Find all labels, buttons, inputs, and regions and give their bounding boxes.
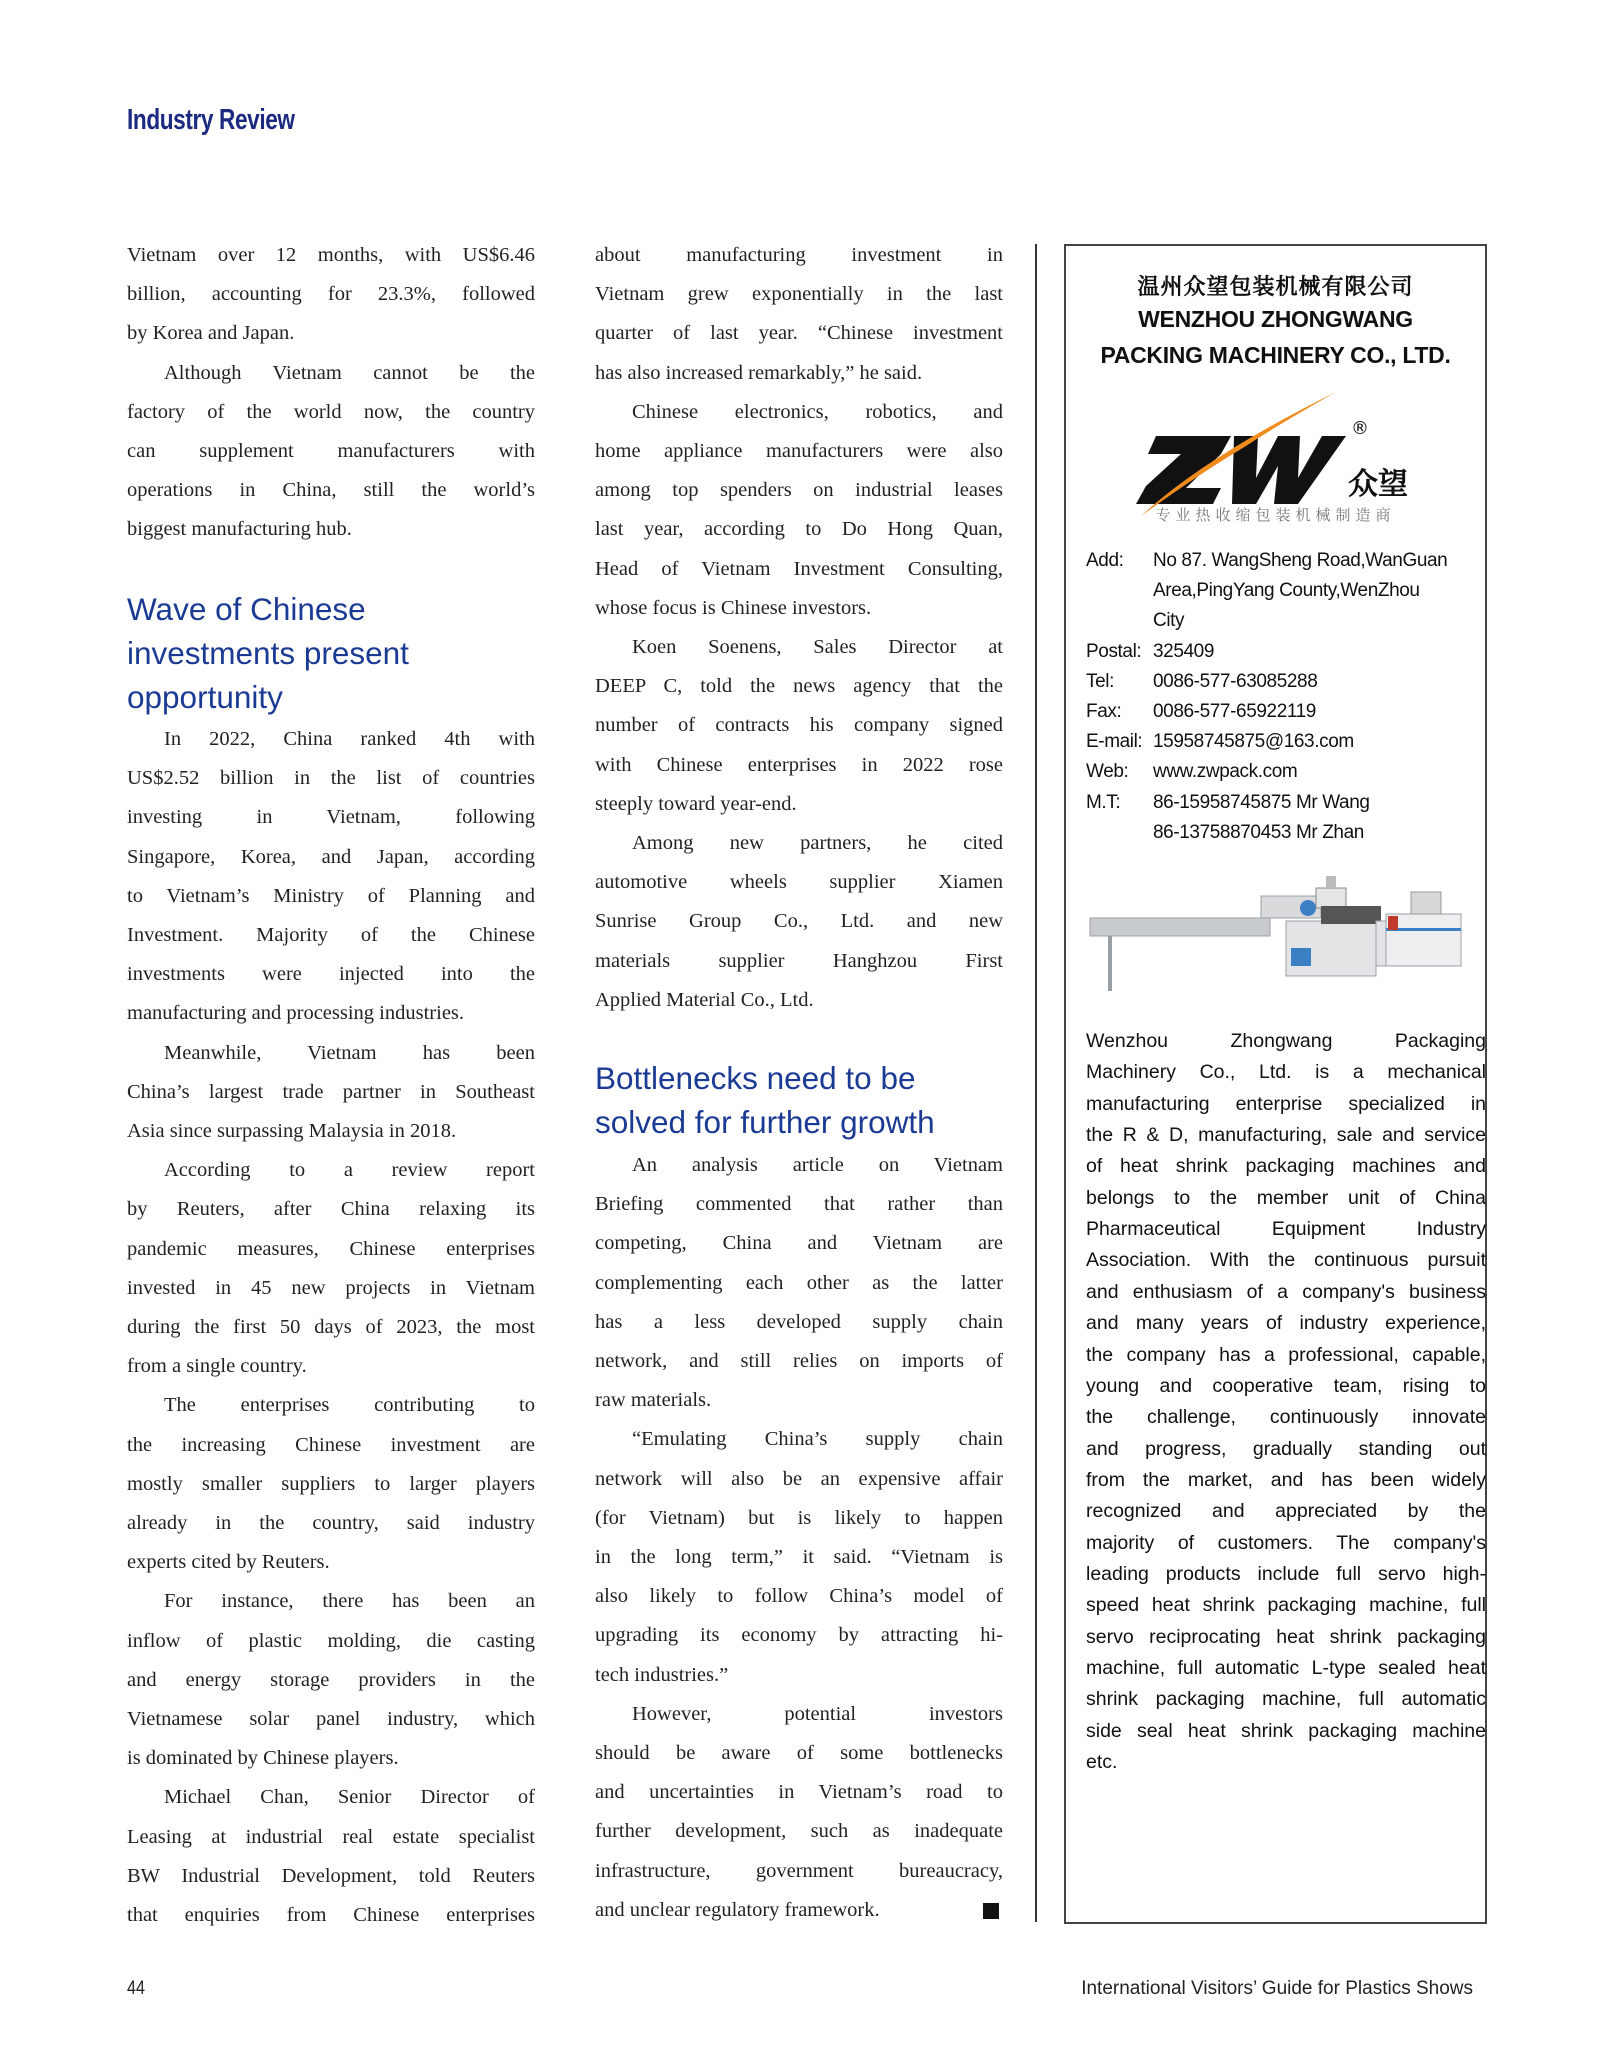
description-line: side seal heat shrink packaging machine: [1086, 1719, 1486, 1742]
contact-value: Area,PingYang County,WenZhou: [1153, 580, 1420, 602]
company-name-chinese: 温州众望包装机械有限公司: [1137, 275, 1414, 300]
text-line: experts cited by Reuters.: [127, 1551, 330, 1574]
article-column-left: [127, 0, 535, 2000]
contact-value: No 87. WangSheng Road,WanGuan: [1153, 550, 1448, 571]
text-line: Investment. Majority of the Chinese: [127, 924, 535, 946]
text-line: steeply toward year-end.: [595, 792, 797, 815]
text-line: home appliance manufacturers were also: [595, 440, 1003, 462]
section-heading-bottlenecks: [595, 1056, 935, 1144]
text-line: operations in China, still the world’s: [127, 479, 535, 502]
text-line: billion, accounting for 23.3%, followed: [127, 283, 535, 306]
text-line: during the first 50 days of 2023, the most: [127, 1316, 535, 1338]
description-line: the R & D, manufacturing, sale and service: [1086, 1124, 1486, 1147]
page-number: 44: [127, 1978, 145, 1999]
company-name-english-line2: PACKING MACHINERY CO., LTD.: [1100, 342, 1451, 368]
text-line: inflow of plastic molding, die casting: [127, 1629, 535, 1652]
text-line: Briefing commented that rather than: [595, 1193, 1003, 1216]
description-line: belongs to the member unit of China: [1086, 1186, 1486, 1209]
text-line: and uncertainties in Vietnam’s road to: [595, 1781, 1003, 1804]
contact-label: E-mail:: [1086, 731, 1143, 753]
text-line: Sunrise Group Co., Ltd. and new: [595, 910, 1003, 933]
description-line: Pharmaceutical Equipment Industry: [1086, 1218, 1486, 1241]
section-label: Industry Review: [127, 104, 295, 136]
description-line: and many years of industry experience,: [1086, 1312, 1486, 1335]
text-line: biggest manufacturing hub.: [127, 518, 352, 541]
text-line: last year, according to Do Hong Quan,: [595, 518, 1003, 541]
text-line: further development, such as inadequate: [595, 1820, 1003, 1843]
description-line: leading products include full servo high-: [1086, 1562, 1486, 1585]
description-line: the challenge, continuously innovate: [1086, 1406, 1486, 1429]
description-line: machine, full automatic L-type sealed heat: [1086, 1657, 1486, 1679]
contact-value: 325409: [1153, 640, 1215, 662]
text-line: and energy storage providers in the: [127, 1668, 535, 1691]
description-line: Machinery Co., Ltd. is a mechanical: [1086, 1061, 1486, 1084]
website-link[interactable]: www.zwpack.com: [1153, 761, 1298, 783]
description-line: of heat shrink packaging machines and: [1086, 1155, 1486, 1178]
article-column-middle: [595, 0, 1003, 2000]
description-line: recognized and appreciated by the: [1086, 1500, 1486, 1523]
text-line: tech industries.”: [595, 1663, 729, 1686]
text-line: factory of the world now, the country: [127, 400, 535, 423]
text-line: mostly smaller suppliers to larger players: [127, 1472, 535, 1495]
text-line: about manufacturing investment in: [595, 244, 1003, 266]
svg-text:®: ®: [1351, 418, 1369, 439]
text-line: Koen Soenens, Sales Director at: [632, 636, 1003, 658]
section-heading-wave-line: investments present: [127, 635, 409, 671]
text-line: Head of Vietnam Investment Consulting,: [595, 557, 1003, 580]
contact-row: [1086, 788, 1476, 818]
text-line: competing, China and Vietnam are: [595, 1232, 1003, 1255]
text-line: Michael Chan, Senior Director of: [164, 1786, 535, 1809]
contact-value: 0086-577-63085288: [1153, 670, 1318, 692]
company-name-english-line1: WENZHOU ZHONGWANG: [1138, 306, 1413, 332]
description-line: young and cooperative team, rising to: [1086, 1374, 1486, 1397]
contact-label: Postal:: [1086, 640, 1142, 662]
text-line: China’s largest trade partner in Southeast: [127, 1080, 535, 1103]
packaging-machine-icon: [1086, 866, 1466, 996]
description-line: etc.: [1086, 1751, 1118, 1774]
section-heading-bottlenecks-line: solved for further growth: [595, 1104, 935, 1140]
text-line: Vietnam grew exponentially in the last: [595, 283, 1003, 306]
description-line: Association. With the continuous pursuit: [1086, 1249, 1486, 1272]
text-line: invested in 45 new projects in Vietnam: [127, 1276, 535, 1299]
text-line: number of contracts his company signed: [595, 714, 1003, 737]
text-line: investments were injected into the: [127, 963, 535, 986]
text-line: network will also be an expensive affair: [595, 1467, 1003, 1490]
text-line: automotive wheels supplier Xiamen: [595, 871, 1003, 894]
text-line: manufacturing and processing industries.: [127, 1002, 465, 1025]
contact-row: [1086, 546, 1476, 576]
text-line: that enquiries from Chinese enterprises: [127, 1904, 535, 1926]
text-line: According to a review report: [164, 1159, 535, 1182]
text-line: can supplement manufacturers with: [127, 440, 535, 462]
text-line: by Reuters, after China relaxing its: [127, 1198, 535, 1221]
description-line: from the market, and has been widely: [1086, 1468, 1486, 1491]
section-heading-wave-line: Wave of Chinese: [127, 591, 366, 627]
machine-photo: [1086, 866, 1466, 996]
text-line: Leasing at industrial real estate specialist: [127, 1825, 535, 1848]
text-line: the increasing Chinese investment are: [127, 1433, 535, 1456]
text-line: by Korea and Japan.: [127, 322, 295, 345]
text-line: In 2022, China ranked 4th with: [164, 728, 535, 750]
description-line: the company has a professional, capable,: [1086, 1343, 1486, 1366]
text-line: and unclear regulatory framework.: [595, 1898, 880, 1921]
contact-label: M.T:: [1086, 791, 1121, 813]
text-line: investing in Vietnam, following: [127, 806, 535, 829]
contact-value: City: [1153, 610, 1185, 632]
text-line: in the long term,” it said. “Vietnam is: [595, 1546, 1003, 1568]
text-line: whose focus is Chinese investors.: [595, 596, 872, 619]
text-line: DEEP C, told the news agency that the: [595, 675, 1003, 698]
section-heading-wave-line: opportunity: [127, 679, 283, 715]
text-line: materials supplier Hanghzou First: [595, 949, 1003, 972]
contact-row: [1086, 818, 1476, 848]
text-line: An analysis article on Vietnam: [632, 1154, 1003, 1176]
text-line: Singapore, Korea, and Japan, according: [127, 845, 535, 868]
contact-value: 0086-577-65922119: [1153, 701, 1316, 722]
description-line: Wenzhou Zhongwang Packaging: [1086, 1030, 1486, 1052]
text-line: Among new partners, he cited: [632, 832, 1003, 854]
text-line: However, potential investors: [632, 1702, 1003, 1725]
text-line: infrastructure, government bureaucracy,: [595, 1859, 1003, 1882]
contact-label: Web:: [1086, 761, 1129, 783]
text-line: “Emulating China’s supply chain: [632, 1428, 1003, 1451]
text-line: upgrading its economy by attracting hi-: [595, 1624, 1003, 1647]
description-line: and enthusiasm of a company's business: [1086, 1280, 1486, 1303]
description-line: and progress, gradually standing out: [1086, 1437, 1486, 1460]
end-of-article-icon: [983, 1903, 999, 1919]
text-line: Applied Material Co., Ltd.: [595, 988, 814, 1011]
text-line: network, and still relies on imports of: [595, 1350, 1003, 1372]
text-line: BW Industrial Development, told Reuters: [127, 1864, 535, 1887]
text-line: Meanwhile, Vietnam has been: [164, 1041, 535, 1064]
publication-title: International Visitors’ Guide for Plastics Shows: [1081, 1978, 1473, 1999]
text-line: has a less developed supply chain: [595, 1310, 1003, 1333]
column-divider: [1035, 244, 1037, 1922]
text-line: also likely to follow China’s model of: [595, 1585, 1003, 1608]
logo-tagline: 专业热收缩包装机械制造商: [1155, 506, 1396, 524]
contact-label: Add:: [1086, 550, 1124, 571]
text-line: is dominated by Chinese players.: [127, 1747, 399, 1770]
section-heading-wave: [127, 587, 409, 719]
text-line: pandemic measures, Chinese enterprises: [127, 1237, 535, 1260]
text-line: already in the country, said industry: [127, 1512, 535, 1534]
contact-row: [1086, 757, 1476, 787]
contact-label: Fax:: [1086, 701, 1122, 722]
text-line: Chinese electronics, robotics, and: [632, 400, 1003, 423]
section-heading-bottlenecks-line: Bottlenecks need to be: [595, 1060, 916, 1096]
text-line: Asia since surpassing Malaysia in 2018.: [127, 1120, 457, 1142]
text-line: quarter of last year. “Chinese investment: [595, 322, 1003, 345]
contact-row: [1086, 637, 1476, 667]
contact-value: 86-15958745875 Mr Wang: [1153, 791, 1370, 813]
description-line: shrink packaging machine, full automatic: [1086, 1688, 1486, 1711]
svg-text:众望: 众望: [1348, 467, 1408, 502]
contact-label: Tel:: [1086, 670, 1114, 692]
text-line: has also increased remarkably,” he said.: [595, 361, 923, 384]
text-line: US$2.52 billion in the list of countries: [127, 767, 535, 790]
text-line: (for Vietnam) but is likely to happen: [595, 1506, 1003, 1529]
advertisement-box: [1064, 244, 1487, 1924]
description-line: speed heat shrink packaging machine, full: [1086, 1594, 1486, 1617]
text-line: Vietnam over 12 months, with US$6.46: [127, 244, 535, 266]
text-line: should be aware of some bottlenecks: [595, 1742, 1003, 1764]
text-line: Although Vietnam cannot be the: [164, 361, 535, 384]
text-line: For instance, there has been an: [164, 1590, 535, 1613]
text-line: Vietnamese solar panel industry, which: [127, 1708, 535, 1730]
contact-row: [1086, 667, 1476, 697]
contact-row: [1086, 576, 1476, 606]
contact-row: [1086, 697, 1476, 727]
text-line: with Chinese enterprises in 2022 rose: [595, 753, 1003, 776]
text-line: complementing each other as the latter: [595, 1271, 1003, 1294]
text-line: to Vietnam’s Ministry of Planning and: [127, 884, 535, 907]
text-line: The enterprises contributing to: [164, 1394, 535, 1417]
text-line: among top spenders on industrial leases: [595, 479, 1003, 502]
description-line: manufacturing enterprise specialized in: [1086, 1092, 1486, 1115]
text-line: raw materials.: [595, 1389, 712, 1412]
description-line: servo reciprocating heat shrink packaging: [1086, 1625, 1486, 1648]
contact-value: 86-13758870453 Mr Zhan: [1153, 821, 1364, 843]
contact-row: [1086, 727, 1476, 757]
email-link[interactable]: 15958745875@163.com: [1153, 731, 1354, 753]
text-line: from a single country.: [127, 1355, 307, 1378]
description-line: majority of customers. The company's: [1086, 1531, 1486, 1554]
contact-row: [1086, 606, 1476, 636]
